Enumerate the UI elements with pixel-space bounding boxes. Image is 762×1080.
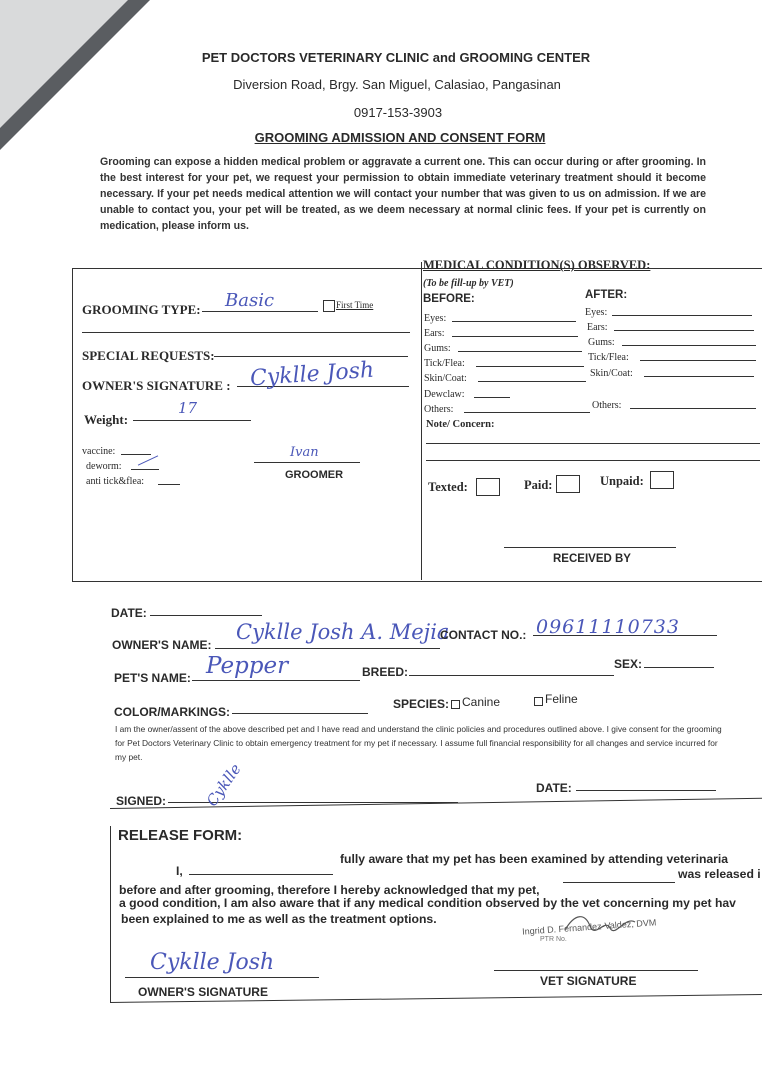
owner-name-value[interactable]: Cyklle Josh A. Mejia bbox=[236, 620, 450, 644]
feline-checkbox[interactable] bbox=[534, 697, 543, 706]
paid-label: Paid: bbox=[524, 478, 553, 492]
deworm-line bbox=[131, 469, 159, 470]
vet-signature-line[interactable] bbox=[494, 970, 698, 971]
release-text-5: been explained to me as well as the treatment options. bbox=[121, 912, 437, 926]
box-divider bbox=[421, 262, 422, 580]
before-ears-label: Ears: bbox=[424, 328, 445, 339]
form-title: GROOMING ADMISSION AND CONSENT FORM bbox=[254, 130, 546, 145]
species-label: SPECIES: bbox=[393, 697, 450, 711]
consent-paragraph: I am the owner/assent of the above described pet and I have read and understand the clinic policies and procedures outlined above. I give consent for the grooming for Pet Doctors Veterinary Clinic to obtain emergency treatment for my pet if necessary. I assume full financial responsibility for all changes and service incurred for my pet. bbox=[115, 724, 722, 762]
release-text-1: fully aware that my pet has been examined by attending veterinaria bbox=[340, 852, 729, 866]
signed-value[interactable]: Cyklle bbox=[202, 760, 245, 810]
special-requests-line[interactable] bbox=[214, 356, 408, 357]
medical-title: MEDICAL CONDITION(S) OBSERVED: bbox=[423, 258, 651, 272]
first-time-checkbox[interactable] bbox=[323, 300, 335, 312]
breed-label: BREED: bbox=[362, 665, 409, 679]
owner-name-label: OWNER'S NAME: bbox=[112, 638, 212, 652]
clinic-phone: 0917-153-3903 bbox=[353, 105, 443, 120]
pet-name-value[interactable]: Pepper bbox=[206, 653, 289, 679]
after-gums-line[interactable] bbox=[622, 345, 756, 346]
date-label: DATE: bbox=[111, 606, 147, 620]
after-tickflea-label: Tick/Flea: bbox=[588, 352, 629, 363]
release-left-border bbox=[110, 826, 111, 1002]
before-gums-label: Gums: bbox=[424, 343, 451, 354]
special-requests-label: SPECIAL REQUESTS: bbox=[82, 348, 215, 363]
paid-checkbox[interactable] bbox=[556, 475, 580, 493]
weight-line bbox=[133, 420, 251, 421]
release-text-2: before and after grooming, therefore I hereby acknowledged that my pet, bbox=[119, 883, 540, 897]
before-skincoat-label: Skin/Coat: bbox=[424, 373, 467, 384]
before-label: BEFORE: bbox=[423, 293, 475, 305]
deworm-label: deworm: bbox=[86, 461, 122, 472]
before-others-label: Others: bbox=[424, 404, 454, 415]
clinic-name: PET DOCTORS VETERINARY CLINIC and GROOMING CENTER bbox=[201, 50, 591, 65]
groomer-name[interactable]: Ivan bbox=[290, 445, 319, 460]
release-title: RELEASE FORM: bbox=[118, 827, 243, 844]
after-ears-label: Ears: bbox=[587, 322, 608, 333]
grooming-type-value[interactable]: Basic bbox=[225, 290, 275, 311]
after-others-label: Others: bbox=[592, 400, 622, 411]
date-line[interactable] bbox=[150, 615, 262, 616]
release-owner-signature-value[interactable]: Cyklle Josh bbox=[150, 950, 275, 975]
after-skincoat-line[interactable] bbox=[644, 376, 754, 377]
after-tickflea-line[interactable] bbox=[640, 360, 756, 361]
texted-label: Texted: bbox=[428, 480, 468, 494]
contact-value[interactable]: 09611110733 bbox=[536, 616, 680, 638]
grooming-type-label: GROOMING TYPE: bbox=[82, 302, 201, 317]
before-eyes-label: Eyes: bbox=[424, 313, 447, 324]
color-markings-line[interactable] bbox=[232, 713, 368, 714]
vaccine-line bbox=[121, 454, 151, 455]
pet-name-line bbox=[192, 680, 360, 681]
release-text-4: a good condition, I am also aware that if any medical condition observed by the vet concerning my pet hav bbox=[119, 896, 736, 910]
feline-label: Feline bbox=[545, 692, 578, 706]
after-eyes-line[interactable] bbox=[612, 315, 752, 316]
after-eyes-label: Eyes: bbox=[585, 307, 608, 318]
unpaid-label: Unpaid: bbox=[600, 474, 644, 488]
note-line-1[interactable] bbox=[426, 443, 760, 444]
before-others-line[interactable] bbox=[464, 412, 590, 413]
vet-signature-scribble bbox=[560, 908, 640, 938]
before-ears-line[interactable] bbox=[452, 336, 578, 337]
release-name-line[interactable] bbox=[189, 874, 333, 875]
canine-label: Canine bbox=[462, 695, 501, 709]
sex-line[interactable] bbox=[644, 667, 714, 668]
anti-tick-line bbox=[158, 484, 180, 485]
date2-line[interactable] bbox=[576, 790, 716, 791]
received-by-label: RECEIVED BY bbox=[553, 553, 631, 565]
before-skincoat-line[interactable] bbox=[478, 381, 586, 382]
anti-tick-label: anti tick&flea: bbox=[86, 476, 145, 487]
owner-signature-value[interactable]: Cyklle Josh bbox=[249, 357, 375, 392]
weight-label: Weight: bbox=[84, 412, 129, 427]
grooming-extra-line bbox=[82, 332, 410, 333]
signed-label: SIGNED: bbox=[116, 794, 167, 808]
release-i-label: I, bbox=[176, 864, 183, 878]
color-markings-label: COLOR/MARKINGS: bbox=[114, 705, 230, 719]
sex-label: SEX: bbox=[614, 657, 643, 671]
first-time-label: First Time bbox=[336, 300, 374, 310]
owner-name-line bbox=[215, 648, 440, 649]
vet-signature-label: VET SIGNATURE bbox=[540, 974, 637, 988]
before-tickflea-label: Tick/Flea: bbox=[424, 358, 465, 369]
breed-line[interactable] bbox=[409, 675, 614, 676]
after-others-line[interactable] bbox=[630, 408, 756, 409]
medical-subtitle: (To be fill-up by VET) bbox=[423, 278, 514, 289]
release-pet-line[interactable] bbox=[563, 882, 675, 883]
vet-stamp: Ingrid D. Fernandez-Valdez, DVM bbox=[521, 917, 657, 937]
note-line-2[interactable] bbox=[426, 460, 760, 461]
before-dewclaw-label: Dewclaw: bbox=[424, 389, 465, 400]
note-concern-label: Note/ Concern: bbox=[426, 419, 495, 430]
canine-checkbox[interactable] bbox=[451, 700, 460, 709]
clinic-address: Diversion Road, Brgy. San Miguel, Calasiao, Pangasinan bbox=[233, 77, 561, 92]
contact-label: CONTACT NO.: bbox=[440, 628, 527, 642]
after-gums-label: Gums: bbox=[588, 337, 615, 348]
pet-name-label: PET'S NAME: bbox=[114, 671, 191, 685]
release-text-3: was released i bbox=[678, 867, 761, 881]
owner-signature-label: OWNER'S SIGNATURE : bbox=[82, 378, 231, 393]
grooming-type-line bbox=[202, 311, 318, 312]
texted-checkbox[interactable] bbox=[476, 478, 500, 496]
before-eyes-line[interactable] bbox=[452, 321, 576, 322]
before-dewclaw-line[interactable] bbox=[474, 397, 510, 398]
date2-label: DATE: bbox=[536, 781, 572, 795]
intro-paragraph: Grooming can expose a hidden medical problem or aggravate a current one. This can occur during or after grooming. In the best interest for your pet, we request your permission to obtain immediate veterinary treatment should it become necessary. If your pet needs medical attention we will contact your number that was given to us on admission. If we are unable to contact you, your pet will be treated, as we deem necessary at normal clinic fees. If your pet is currently on medication, please inform us. bbox=[100, 156, 706, 232]
after-skincoat-label: Skin/Coat: bbox=[590, 368, 633, 379]
groomer-line bbox=[254, 462, 360, 463]
release-owner-signature-label: OWNER'S SIGNATURE bbox=[138, 985, 268, 999]
weight-value[interactable]: 17 bbox=[178, 399, 198, 417]
before-gums-line[interactable] bbox=[458, 351, 582, 352]
after-label: AFTER: bbox=[585, 289, 628, 301]
before-tickflea-line[interactable] bbox=[476, 366, 584, 367]
groomer-label: GROOMER bbox=[285, 469, 344, 481]
after-ears-line[interactable] bbox=[614, 330, 754, 331]
release-owner-signature-line bbox=[125, 977, 319, 978]
vaccine-label: vaccine: bbox=[82, 446, 116, 457]
vet-stamp-ptr: PTR No. bbox=[540, 936, 567, 943]
unpaid-checkbox[interactable] bbox=[650, 471, 674, 489]
received-by-line[interactable] bbox=[504, 547, 676, 548]
